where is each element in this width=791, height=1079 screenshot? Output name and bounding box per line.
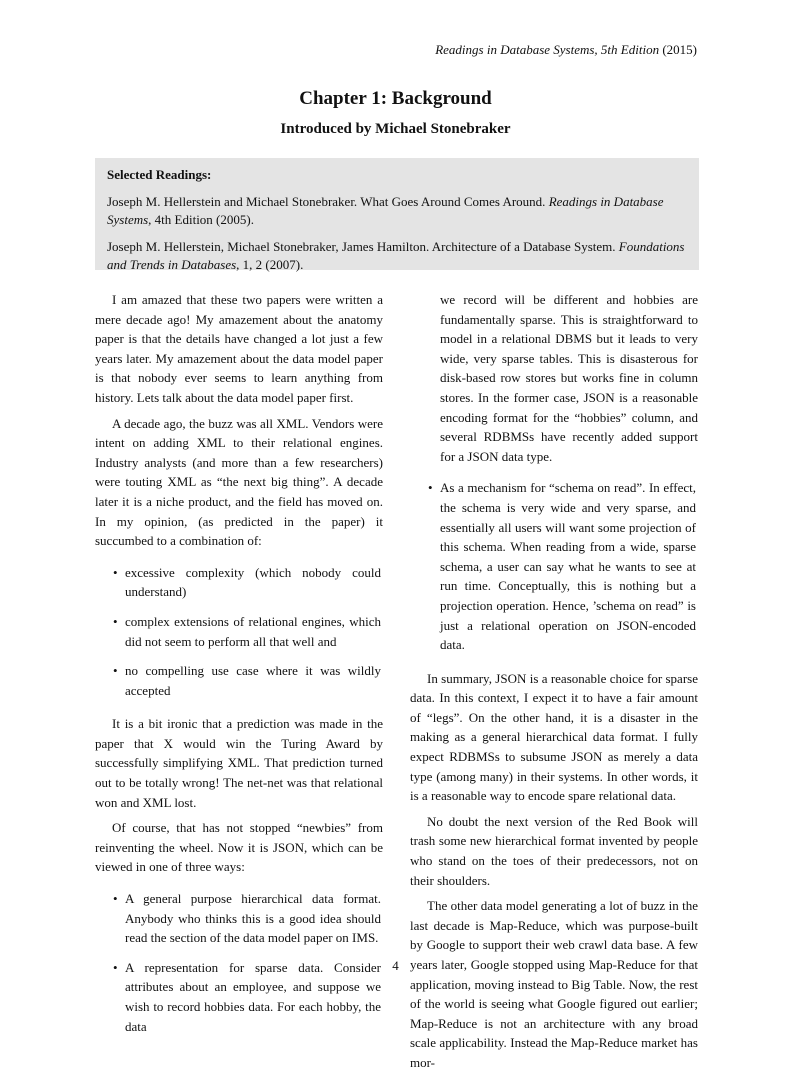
list-item: • excessive complexity (which nobody could understand)	[95, 563, 383, 602]
list-item: • A representation for sparse data. Consider attributes about an employee, and suppose we wish to record hobbies data. For each hobby, the data	[95, 958, 383, 1036]
paragraph: A decade ago, the buzz was all XML. Vendors were intent on adding XML to their relational engines. Industry analysts (and more than a few researchers) were touting XML as “the next big thing”. A decade later it is a niche product, and the field has moved on. In my opinion, (as predicted in the paper) it succumbed to a combination of:	[95, 415, 383, 549]
left-column	[95, 290, 383, 1050]
book-title: Readings in Database Systems, 5th Edition	[435, 42, 660, 57]
list-item-continuation: we record will be different and hobbies are fundamentally sparse. This is straightforward to model in a relational DBMS but it leads to very wide, very sparse tables. This is disasterous for disk-based row stores but works fine in column stores. In the former case, JSON is a reasonable encoding format for the “hobbies” column, and several RDBMSs have recently added support for a JSON data type.	[440, 292, 698, 464]
paragraph: The other data model generating a lot of buzz in the last decade is Map-Reduce, which was purpose-built by Google to support their web crawl data base. A few years later, Google stopped using Map-Reduce for that application, moving instead to Big Table. Now, the rest of the world is seeing what Google figured out earlier; Map-Reduce is not an architecture with any broad scale applicability. Instead the Map-Reduce market has mor-	[410, 898, 698, 1070]
list-item: • no compelling use case where it was wildly accepted	[95, 661, 383, 700]
selected-readings-box	[95, 158, 699, 270]
chapter-title: Chapter 1: Background	[299, 88, 492, 109]
page-number: 4	[392, 958, 399, 973]
reading-item-2: Joseph M. Hellerstein, Michael Stonebraker, James Hamilton. Architecture of a Database System. Foundations and Trends in Databases, 1, 2 (2007).	[107, 239, 685, 272]
list-item: • A general purpose hierarchical data format. Anybody who thinks this is a good idea should read the section of the data model paper on IMS.	[95, 889, 383, 948]
paragraph: In summary, JSON is a reasonable choice for sparse data. In this context, I expect it to have a fair amount of “legs”. On the other hand, it is a disaster in the making as a general hierarchical data format. I fully expect RDBMSs to subsume JSON as merely a data type (among many) in their systems. In other words, it is a reasonable way to encode spare relational data.	[410, 670, 698, 804]
paragraph: It is a bit ironic that a prediction was made in the paper that X would win the Turing Award by successfully simplifying XML. That prediction turned out to be totally wrong! The net-net was that relational won and XML lost.	[95, 716, 383, 810]
book-year: (2015)	[662, 42, 697, 57]
chapter-subtitle: Introduced by Michael Stonebraker	[280, 121, 511, 137]
list-item: • complex extensions of relational engines, which did not seem to perform all that well and	[95, 612, 383, 651]
paragraph: No doubt the next version of the Red Book will trash some new hierarchical format invented by people who stand on the toes of their predecessors, not on their shoulders.	[410, 813, 698, 888]
running-header	[435, 42, 697, 58]
reading-item-1: Joseph M. Hellerstein and Michael Stonebraker. What Goes Around Comes Around. Readings in Database Systems, 4th Edition (2005).	[107, 194, 664, 227]
selected-readings-heading: Selected Readings:	[107, 167, 212, 182]
paragraph: Of course, that has not stopped “newbies” from reinventing the wheel. Now it is JSON, which can be viewed in one of three ways:	[95, 820, 383, 875]
paragraph: I am amazed that these two papers were written a mere decade ago! My amazement about the anatomy paper is that the details have changed a lot just a few years later. My amazement about the data model paper is that nobody ever seems to learn anything from history. Lets talk about the data model paper first.	[95, 292, 383, 405]
list-item: • As a mechanism for “schema on read”. In effect, the schema is very wide and very sparse, and essentially all users will want some projection of this schema. When reading from a wide, sparse schema, a user can say what he wants to see at run time. Conceptually, this is nothing but a projection operation. Hence, ’schema on read” is just a relational operation on JSON-encoded data.	[410, 478, 698, 654]
bullet-list	[95, 563, 383, 701]
bullet-list	[410, 478, 698, 654]
